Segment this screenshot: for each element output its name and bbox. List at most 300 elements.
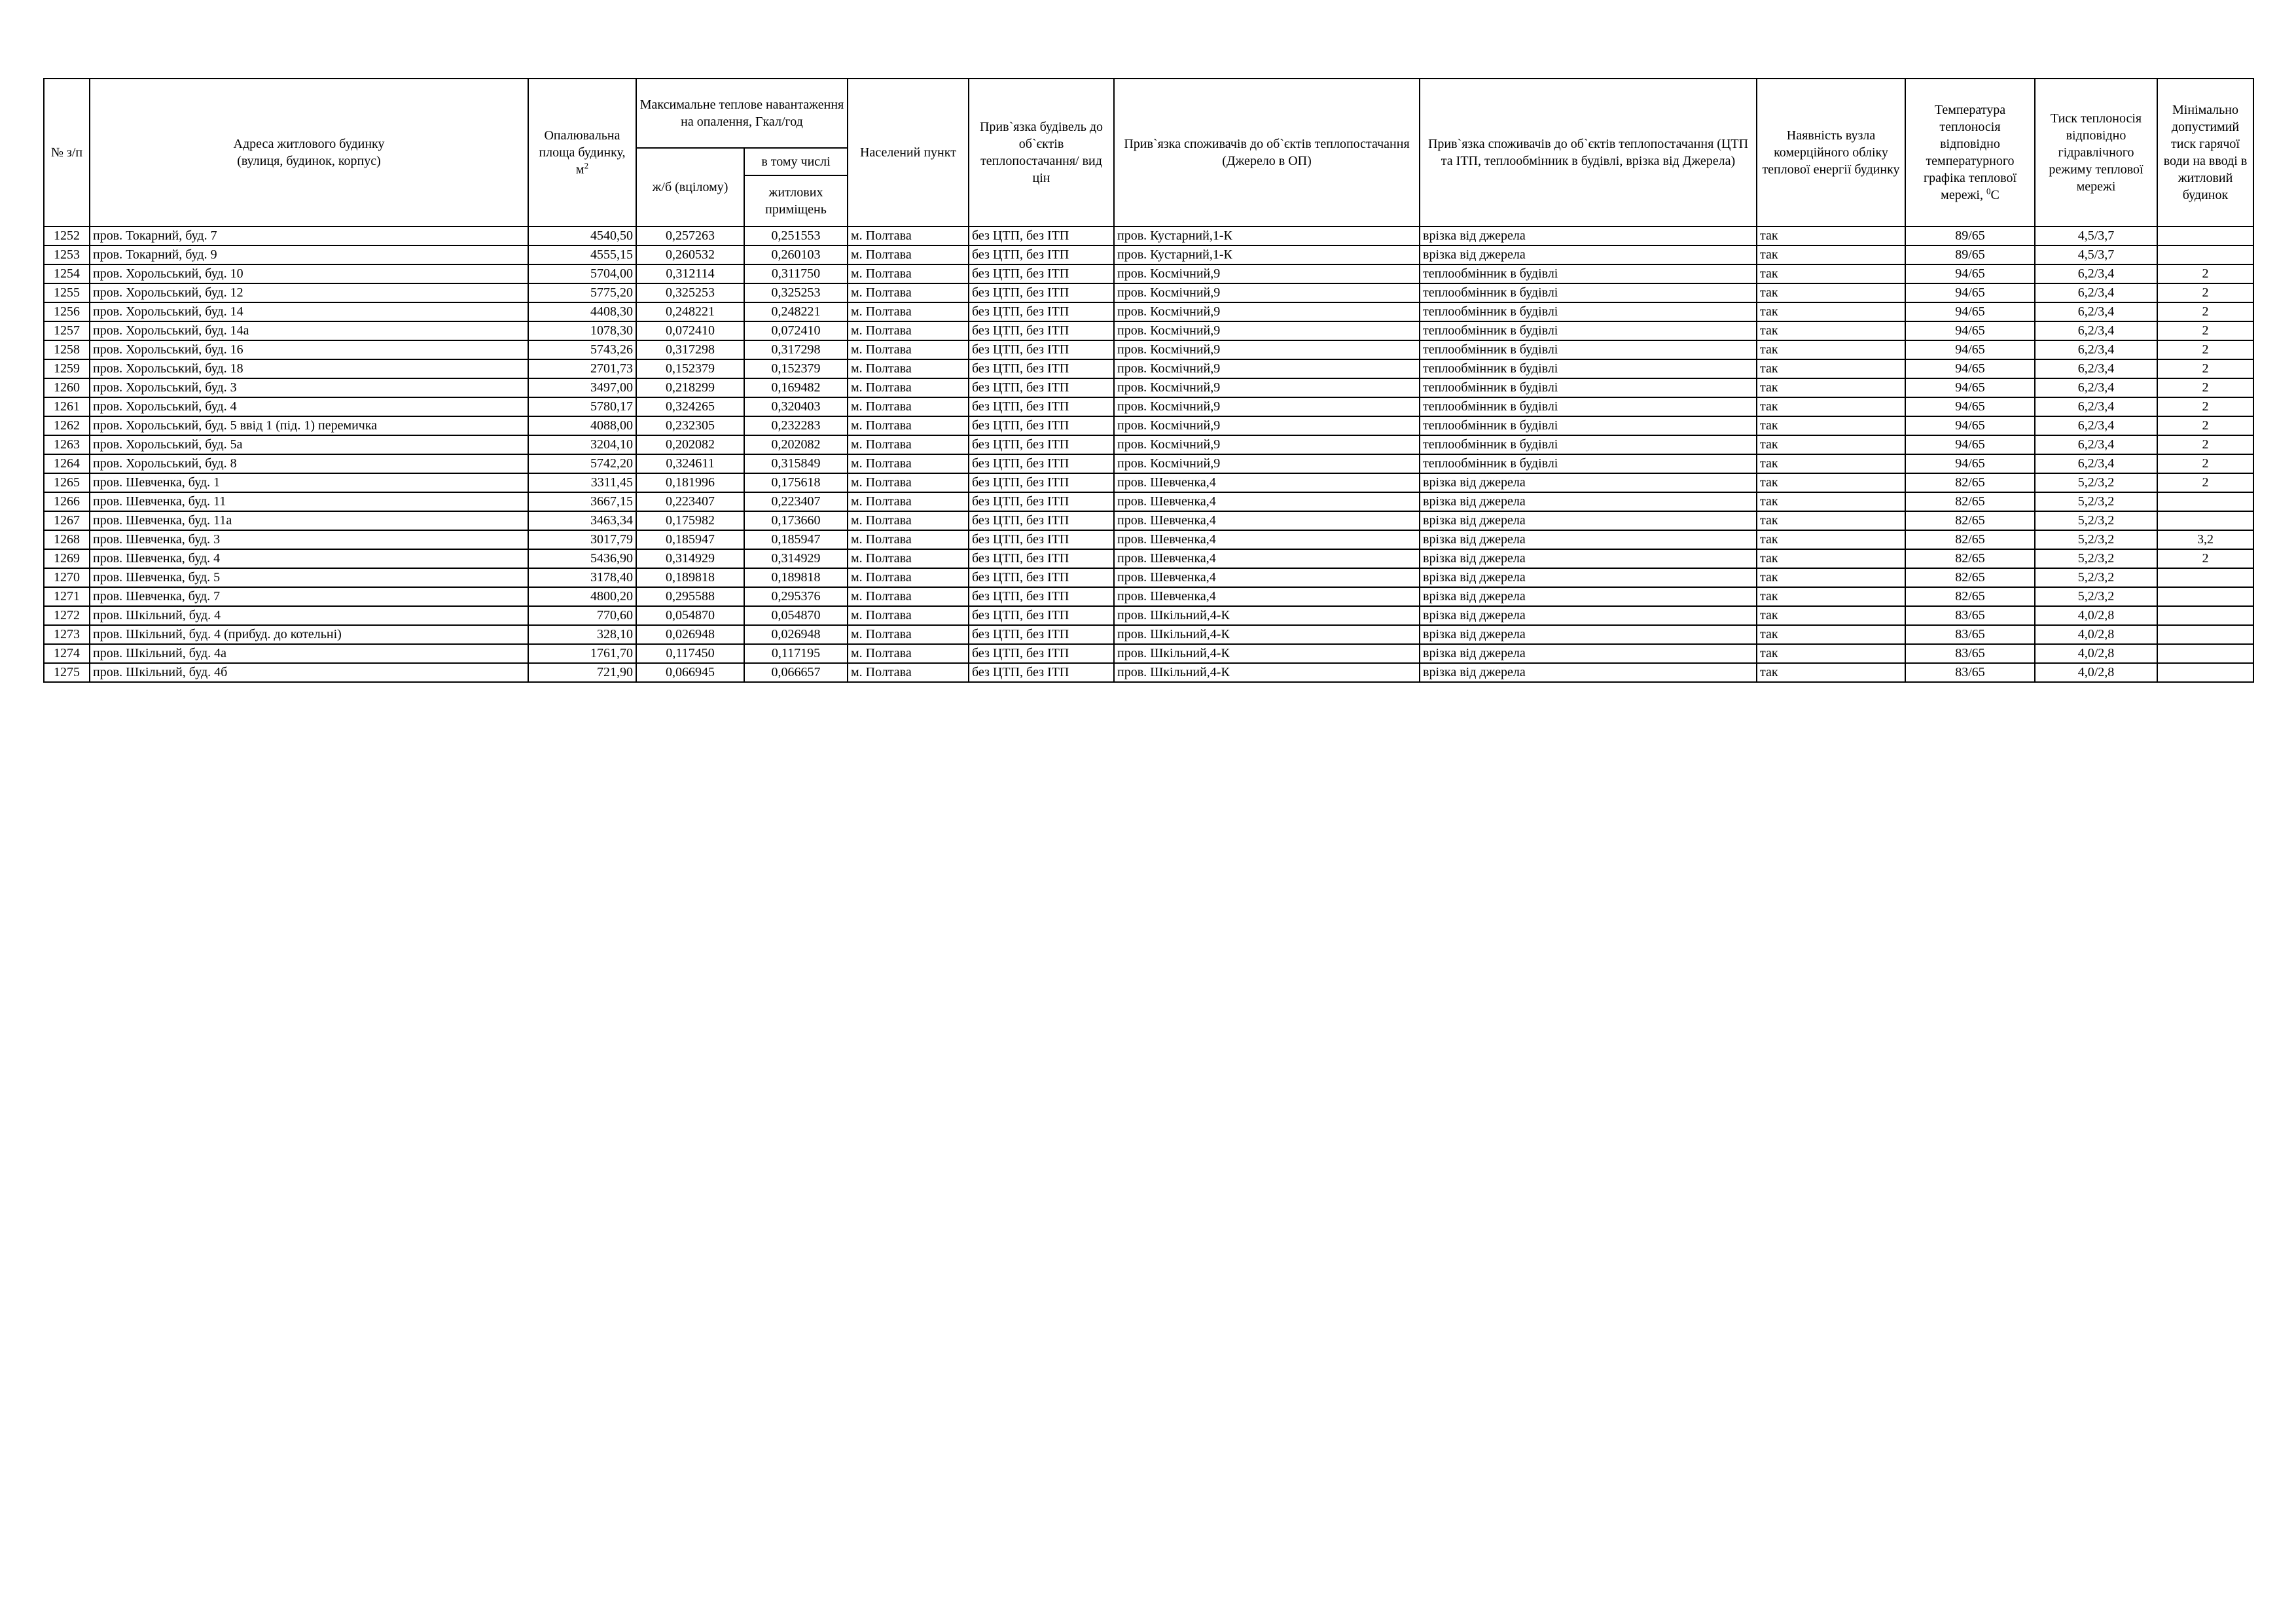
temp-cell: 83/65 — [1905, 663, 2035, 682]
table-row — [44, 606, 2253, 625]
load-total-cell: 0,325253 — [636, 283, 744, 302]
source-cell: пров. Шкільний,4-К — [1114, 606, 1420, 625]
num-cell: 1266 — [44, 492, 90, 511]
source-cell: пров. Космічний,9 — [1114, 283, 1420, 302]
area-cell: 2701,73 — [528, 359, 636, 378]
area-cell: 1761,70 — [528, 644, 636, 663]
bind-buildings-cell: без ЦТП, без ІТП — [969, 568, 1114, 587]
bind-type-cell: врізка від джерела — [1420, 245, 1757, 264]
source-cell: пров. Кустарний,1-К — [1114, 245, 1420, 264]
bind-buildings-cell: без ЦТП, без ІТП — [969, 644, 1114, 663]
table-row — [44, 587, 2253, 606]
load-total-cell: 0,248221 — [636, 302, 744, 321]
settlement-cell: м. Полтава — [848, 644, 969, 663]
address-cell: пров. Хорольський, буд. 3 — [90, 378, 528, 397]
bind-type-cell: теплообмінник в будівлі — [1420, 264, 1757, 283]
meter-cell: так — [1757, 321, 1905, 340]
bind-type-cell: врізка від джерела — [1420, 530, 1757, 549]
load-total-cell: 0,257263 — [636, 226, 744, 245]
min-pressure-cell: 2 — [2157, 359, 2253, 378]
pressure-cell: 4,0/2,8 — [2035, 625, 2157, 644]
source-cell: пров. Шевченка,4 — [1114, 511, 1420, 530]
temp-cell: 94/65 — [1905, 397, 2035, 416]
header-bind-buildings: Прив`язка будівель до об`єктів теплопостачання/ вид цін — [969, 79, 1114, 226]
load-total-cell: 0,026948 — [636, 625, 744, 644]
bind-buildings-cell: без ЦТП, без ІТП — [969, 625, 1114, 644]
load-total-cell: 0,295588 — [636, 587, 744, 606]
load-living-cell: 0,169482 — [744, 378, 848, 397]
min-pressure-cell — [2157, 587, 2253, 606]
settlement-cell: м. Полтава — [848, 511, 969, 530]
pressure-cell: 6,2/3,4 — [2035, 302, 2157, 321]
area-cell: 4408,30 — [528, 302, 636, 321]
source-cell: пров. Шевченка,4 — [1114, 473, 1420, 492]
min-pressure-cell: 2 — [2157, 283, 2253, 302]
num-cell: 1260 — [44, 378, 90, 397]
area-cell: 4555,15 — [528, 245, 636, 264]
heating-data-table — [43, 78, 2254, 683]
load-living-cell: 0,232283 — [744, 416, 848, 435]
load-total-cell: 0,232305 — [636, 416, 744, 435]
load-total-cell: 0,260532 — [636, 245, 744, 264]
min-pressure-cell: 2 — [2157, 378, 2253, 397]
pressure-cell: 5,2/3,2 — [2035, 568, 2157, 587]
min-pressure-cell: 2 — [2157, 302, 2253, 321]
meter-cell: так — [1757, 302, 1905, 321]
pressure-cell: 5,2/3,2 — [2035, 587, 2157, 606]
area-cell: 3463,34 — [528, 511, 636, 530]
table-row — [44, 321, 2253, 340]
source-cell: пров. Космічний,9 — [1114, 321, 1420, 340]
num-cell: 1274 — [44, 644, 90, 663]
pressure-cell: 4,0/2,8 — [2035, 606, 2157, 625]
area-cell: 3667,15 — [528, 492, 636, 511]
num-cell: 1267 — [44, 511, 90, 530]
temp-cell: 94/65 — [1905, 435, 2035, 454]
source-cell: пров. Шевченка,4 — [1114, 492, 1420, 511]
address-cell: пров. Хорольський, буд. 8 — [90, 454, 528, 473]
load-total-cell: 0,324611 — [636, 454, 744, 473]
table-row — [44, 511, 2253, 530]
settlement-cell: м. Полтава — [848, 283, 969, 302]
address-cell: пров. Шкільний, буд. 4а — [90, 644, 528, 663]
header-address-line1: Адреса житлового будинку — [233, 137, 385, 151]
address-cell: пров. Хорольський, буд. 14а — [90, 321, 528, 340]
bind-buildings-cell: без ЦТП, без ІТП — [969, 283, 1114, 302]
table-row — [44, 359, 2253, 378]
min-pressure-cell — [2157, 644, 2253, 663]
bind-type-cell: теплообмінник в будівлі — [1420, 321, 1757, 340]
header-address-line2: (вулиця, будинок, корпус) — [237, 154, 381, 168]
bind-buildings-cell: без ЦТП, без ІТП — [969, 226, 1114, 245]
pressure-cell: 4,0/2,8 — [2035, 644, 2157, 663]
min-pressure-cell — [2157, 492, 2253, 511]
load-total-cell: 0,175982 — [636, 511, 744, 530]
address-cell: пров. Хорольський, буд. 5 ввід 1 (під. 1) перемичка — [90, 416, 528, 435]
bind-buildings-cell: без ЦТП, без ІТП — [969, 340, 1114, 359]
pressure-cell: 6,2/3,4 — [2035, 321, 2157, 340]
header-temp-text: Температура теплоносія відповідно температурного графіка теплової мережі, — [1923, 103, 2017, 202]
min-pressure-cell: 2 — [2157, 264, 2253, 283]
load-living-cell: 0,251553 — [744, 226, 848, 245]
min-pressure-cell: 2 — [2157, 321, 2253, 340]
meter-cell: так — [1757, 226, 1905, 245]
settlement-cell: м. Полтава — [848, 378, 969, 397]
min-pressure-cell — [2157, 663, 2253, 682]
num-cell: 1259 — [44, 359, 90, 378]
bind-type-cell: теплообмінник в будівлі — [1420, 378, 1757, 397]
meter-cell: так — [1757, 454, 1905, 473]
bind-buildings-cell: без ЦТП, без ІТП — [969, 378, 1114, 397]
meter-cell: так — [1757, 264, 1905, 283]
source-cell: пров. Кустарний,1-К — [1114, 226, 1420, 245]
meter-cell: так — [1757, 568, 1905, 587]
settlement-cell: м. Полтава — [848, 549, 969, 568]
area-cell: 1078,30 — [528, 321, 636, 340]
bind-type-cell: врізка від джерела — [1420, 663, 1757, 682]
source-cell: пров. Шкільний,4-К — [1114, 625, 1420, 644]
area-cell: 5780,17 — [528, 397, 636, 416]
settlement-cell: м. Полтава — [848, 473, 969, 492]
table-row — [44, 663, 2253, 682]
bind-buildings-cell: без ЦТП, без ІТП — [969, 245, 1114, 264]
table-row — [44, 378, 2253, 397]
bind-buildings-cell: без ЦТП, без ІТП — [969, 606, 1114, 625]
header-area-sup: 2 — [584, 160, 589, 171]
address-cell: пров. Хорольський, буд. 10 — [90, 264, 528, 283]
bind-buildings-cell: без ЦТП, без ІТП — [969, 587, 1114, 606]
load-total-cell: 0,117450 — [636, 644, 744, 663]
area-cell: 5743,26 — [528, 340, 636, 359]
bind-buildings-cell: без ЦТП, без ІТП — [969, 435, 1114, 454]
pressure-cell: 5,2/3,2 — [2035, 530, 2157, 549]
load-living-cell: 0,072410 — [744, 321, 848, 340]
pressure-cell: 5,2/3,2 — [2035, 549, 2157, 568]
address-cell: пров. Шкільний, буд. 4б — [90, 663, 528, 682]
temp-cell: 94/65 — [1905, 416, 2035, 435]
settlement-cell: м. Полтава — [848, 321, 969, 340]
meter-cell: так — [1757, 511, 1905, 530]
settlement-cell: м. Полтава — [848, 226, 969, 245]
header-temp-sup: 0 — [1986, 186, 1991, 196]
bind-type-cell: теплообмінник в будівлі — [1420, 397, 1757, 416]
load-living-cell: 0,311750 — [744, 264, 848, 283]
bind-buildings-cell: без ЦТП, без ІТП — [969, 454, 1114, 473]
meter-cell: так — [1757, 435, 1905, 454]
min-pressure-cell: 2 — [2157, 549, 2253, 568]
min-pressure-cell: 2 — [2157, 397, 2253, 416]
address-cell: пров. Шкільний, буд. 4 (прибуд. до котельні) — [90, 625, 528, 644]
bind-buildings-cell: без ЦТП, без ІТП — [969, 397, 1114, 416]
min-pressure-cell: 2 — [2157, 416, 2253, 435]
min-pressure-cell — [2157, 606, 2253, 625]
temp-cell: 83/65 — [1905, 625, 2035, 644]
meter-cell: так — [1757, 492, 1905, 511]
settlement-cell: м. Полтава — [848, 587, 969, 606]
meter-cell: так — [1757, 587, 1905, 606]
table-row — [44, 302, 2253, 321]
area-cell: 3178,40 — [528, 568, 636, 587]
settlement-cell: м. Полтава — [848, 492, 969, 511]
num-cell: 1262 — [44, 416, 90, 435]
area-cell: 770,60 — [528, 606, 636, 625]
bind-buildings-cell: без ЦТП, без ІТП — [969, 530, 1114, 549]
source-cell: пров. Космічний,9 — [1114, 435, 1420, 454]
pressure-cell: 6,2/3,4 — [2035, 435, 2157, 454]
bind-type-cell: врізка від джерела — [1420, 625, 1757, 644]
pressure-cell: 4,0/2,8 — [2035, 663, 2157, 682]
table-row — [44, 283, 2253, 302]
num-cell: 1252 — [44, 226, 90, 245]
load-living-cell: 0,173660 — [744, 511, 848, 530]
temp-cell: 94/65 — [1905, 454, 2035, 473]
area-cell: 5775,20 — [528, 283, 636, 302]
header-total: ж/б (вцілому) — [636, 148, 744, 226]
min-pressure-cell: 2 — [2157, 473, 2253, 492]
load-total-cell: 0,066945 — [636, 663, 744, 682]
header-max-load: Максимальне теплове навантаження на опалення, Гкал/год — [636, 79, 848, 148]
num-cell: 1256 — [44, 302, 90, 321]
source-cell: пров. Космічний,9 — [1114, 340, 1420, 359]
pressure-cell: 5,2/3,2 — [2035, 511, 2157, 530]
min-pressure-cell — [2157, 568, 2253, 587]
area-cell: 3311,45 — [528, 473, 636, 492]
table-row — [44, 264, 2253, 283]
bind-type-cell: теплообмінник в будівлі — [1420, 454, 1757, 473]
load-living-cell: 0,248221 — [744, 302, 848, 321]
bind-type-cell: врізка від джерела — [1420, 473, 1757, 492]
table-row — [44, 435, 2253, 454]
bind-type-cell: врізка від джерела — [1420, 568, 1757, 587]
area-cell: 5704,00 — [528, 264, 636, 283]
table-row — [44, 568, 2253, 587]
header-pressure: Тиск теплоносія відповідно гідравлічного режиму теплової мережі — [2035, 79, 2157, 226]
num-cell: 1268 — [44, 530, 90, 549]
settlement-cell: м. Полтава — [848, 359, 969, 378]
temp-cell: 94/65 — [1905, 321, 2035, 340]
load-living-cell: 0,315849 — [744, 454, 848, 473]
bind-buildings-cell: без ЦТП, без ІТП — [969, 321, 1114, 340]
source-cell: пров. Шевченка,4 — [1114, 587, 1420, 606]
table-row — [44, 245, 2253, 264]
min-pressure-cell — [2157, 245, 2253, 264]
bind-buildings-cell: без ЦТП, без ІТП — [969, 663, 1114, 682]
min-pressure-cell — [2157, 625, 2253, 644]
temp-cell: 82/65 — [1905, 568, 2035, 587]
address-cell: пров. Хорольський, буд. 5а — [90, 435, 528, 454]
num-cell: 1253 — [44, 245, 90, 264]
table-row — [44, 416, 2253, 435]
settlement-cell: м. Полтава — [848, 435, 969, 454]
address-cell: пров. Шевченка, буд. 1 — [90, 473, 528, 492]
num-cell: 1255 — [44, 283, 90, 302]
meter-cell: так — [1757, 644, 1905, 663]
source-cell: пров. Космічний,9 — [1114, 454, 1420, 473]
pressure-cell: 5,2/3,2 — [2035, 492, 2157, 511]
temp-cell: 82/65 — [1905, 587, 2035, 606]
table-header — [44, 79, 2253, 226]
meter-cell: так — [1757, 473, 1905, 492]
source-cell: пров. Шевченка,4 — [1114, 549, 1420, 568]
settlement-cell: м. Полтава — [848, 606, 969, 625]
source-cell: пров. Космічний,9 — [1114, 359, 1420, 378]
load-living-cell: 0,026948 — [744, 625, 848, 644]
bind-buildings-cell: без ЦТП, без ІТП — [969, 549, 1114, 568]
pressure-cell: 6,2/3,4 — [2035, 378, 2157, 397]
load-living-cell: 0,117195 — [744, 644, 848, 663]
num-cell: 1275 — [44, 663, 90, 682]
table-row — [44, 454, 2253, 473]
header-temp-unit: С — [1990, 188, 2000, 202]
bind-type-cell: теплообмінник в будівлі — [1420, 359, 1757, 378]
load-living-cell: 0,295376 — [744, 587, 848, 606]
meter-cell: так — [1757, 530, 1905, 549]
header-meter: Наявність вузла комерційного обліку теплової енергії будинку — [1757, 79, 1905, 226]
source-cell: пров. Космічний,9 — [1114, 416, 1420, 435]
header-incl: в тому числі — [744, 148, 848, 175]
temp-cell: 83/65 — [1905, 644, 2035, 663]
source-cell: пров. Шевченка,4 — [1114, 568, 1420, 587]
load-total-cell: 0,218299 — [636, 378, 744, 397]
area-cell: 4800,20 — [528, 587, 636, 606]
settlement-cell: м. Полтава — [848, 416, 969, 435]
bind-type-cell: теплообмінник в будівлі — [1420, 340, 1757, 359]
source-cell: пров. Космічний,9 — [1114, 302, 1420, 321]
source-cell: пров. Шкільний,4-К — [1114, 644, 1420, 663]
table-row — [44, 340, 2253, 359]
address-cell: пров. Шевченка, буд. 5 — [90, 568, 528, 587]
bind-type-cell: теплообмінник в будівлі — [1420, 435, 1757, 454]
num-cell: 1261 — [44, 397, 90, 416]
num-cell: 1272 — [44, 606, 90, 625]
meter-cell: так — [1757, 340, 1905, 359]
settlement-cell: м. Полтава — [848, 340, 969, 359]
bind-buildings-cell: без ЦТП, без ІТП — [969, 416, 1114, 435]
table-row — [44, 549, 2253, 568]
bind-type-cell: врізка від джерела — [1420, 606, 1757, 625]
temp-cell: 89/65 — [1905, 245, 2035, 264]
pressure-cell: 4,5/3,7 — [2035, 245, 2157, 264]
num-cell: 1265 — [44, 473, 90, 492]
address-cell: пров. Токарний, буд. 9 — [90, 245, 528, 264]
source-cell: пров. Космічний,9 — [1114, 378, 1420, 397]
settlement-cell: м. Полтава — [848, 530, 969, 549]
bind-type-cell: врізка від джерела — [1420, 644, 1757, 663]
load-living-cell: 0,185947 — [744, 530, 848, 549]
area-cell: 3497,00 — [528, 378, 636, 397]
load-living-cell: 0,152379 — [744, 359, 848, 378]
temp-cell: 94/65 — [1905, 359, 2035, 378]
source-cell: пров. Космічний,9 — [1114, 397, 1420, 416]
settlement-cell: м. Полтава — [848, 264, 969, 283]
load-total-cell: 0,181996 — [636, 473, 744, 492]
min-pressure-cell: 2 — [2157, 454, 2253, 473]
bind-type-cell: врізка від джерела — [1420, 587, 1757, 606]
meter-cell: так — [1757, 549, 1905, 568]
temp-cell: 94/65 — [1905, 264, 2035, 283]
pressure-cell: 4,5/3,7 — [2035, 226, 2157, 245]
address-cell: пров. Хорольський, буд. 14 — [90, 302, 528, 321]
address-cell: пров. Шкільний, буд. 4 — [90, 606, 528, 625]
source-cell: пров. Шевченка,4 — [1114, 530, 1420, 549]
header-num: № з/п — [44, 79, 90, 226]
load-total-cell: 0,054870 — [636, 606, 744, 625]
temp-cell: 82/65 — [1905, 511, 2035, 530]
temp-cell: 94/65 — [1905, 302, 2035, 321]
address-cell: пров. Хорольський, буд. 18 — [90, 359, 528, 378]
num-cell: 1263 — [44, 435, 90, 454]
load-total-cell: 0,223407 — [636, 492, 744, 511]
num-cell: 1258 — [44, 340, 90, 359]
pressure-cell: 5,2/3,2 — [2035, 473, 2157, 492]
load-total-cell: 0,152379 — [636, 359, 744, 378]
table-row — [44, 644, 2253, 663]
load-total-cell: 0,202082 — [636, 435, 744, 454]
table-row — [44, 473, 2253, 492]
pressure-cell: 6,2/3,4 — [2035, 359, 2157, 378]
num-cell: 1264 — [44, 454, 90, 473]
num-cell: 1254 — [44, 264, 90, 283]
load-living-cell: 0,317298 — [744, 340, 848, 359]
bind-type-cell: врізка від джерела — [1420, 492, 1757, 511]
meter-cell: так — [1757, 397, 1905, 416]
num-cell: 1269 — [44, 549, 90, 568]
settlement-cell: м. Полтава — [848, 663, 969, 682]
area-cell: 3017,79 — [528, 530, 636, 549]
load-living-cell: 0,320403 — [744, 397, 848, 416]
num-cell: 1273 — [44, 625, 90, 644]
address-cell: пров. Хорольський, буд. 12 — [90, 283, 528, 302]
bind-type-cell: врізка від джерела — [1420, 226, 1757, 245]
bind-type-cell: врізка від джерела — [1420, 549, 1757, 568]
meter-cell: так — [1757, 606, 1905, 625]
header-bind-type: Прив`язка споживачів до об`єктів теплопостачання (ЦТП та ІТП, теплообмінник в будівлі, врізка від Джерела) — [1420, 79, 1757, 226]
source-cell: пров. Шкільний,4-К — [1114, 663, 1420, 682]
area-cell: 4540,50 — [528, 226, 636, 245]
settlement-cell: м. Полтава — [848, 302, 969, 321]
load-total-cell: 0,324265 — [636, 397, 744, 416]
temp-cell: 89/65 — [1905, 226, 2035, 245]
bind-buildings-cell: без ЦТП, без ІТП — [969, 359, 1114, 378]
load-living-cell: 0,202082 — [744, 435, 848, 454]
load-living-cell: 0,066657 — [744, 663, 848, 682]
meter-cell: так — [1757, 283, 1905, 302]
settlement-cell: м. Полтава — [848, 568, 969, 587]
table-row — [44, 625, 2253, 644]
table-row — [44, 530, 2253, 549]
load-living-cell: 0,189818 — [744, 568, 848, 587]
bind-buildings-cell: без ЦТП, без ІТП — [969, 492, 1114, 511]
min-pressure-cell — [2157, 226, 2253, 245]
address-cell: пров. Шевченка, буд. 4 — [90, 549, 528, 568]
temp-cell: 94/65 — [1905, 340, 2035, 359]
num-cell: 1270 — [44, 568, 90, 587]
load-living-cell: 0,325253 — [744, 283, 848, 302]
header-min-pressure: Мінімально допустимий тиск гарячої води на вводі в житловий будинок — [2157, 79, 2253, 226]
min-pressure-cell: 2 — [2157, 340, 2253, 359]
temp-cell: 82/65 — [1905, 473, 2035, 492]
load-total-cell: 0,312114 — [636, 264, 744, 283]
temp-cell: 82/65 — [1905, 492, 2035, 511]
load-total-cell: 0,317298 — [636, 340, 744, 359]
bind-buildings-cell: без ЦТП, без ІТП — [969, 302, 1114, 321]
header-address — [90, 79, 528, 226]
temp-cell: 83/65 — [1905, 606, 2035, 625]
load-total-cell: 0,314929 — [636, 549, 744, 568]
bind-type-cell: теплообмінник в будівлі — [1420, 416, 1757, 435]
table-row — [44, 492, 2253, 511]
header-living: житлових приміщень — [744, 175, 848, 226]
